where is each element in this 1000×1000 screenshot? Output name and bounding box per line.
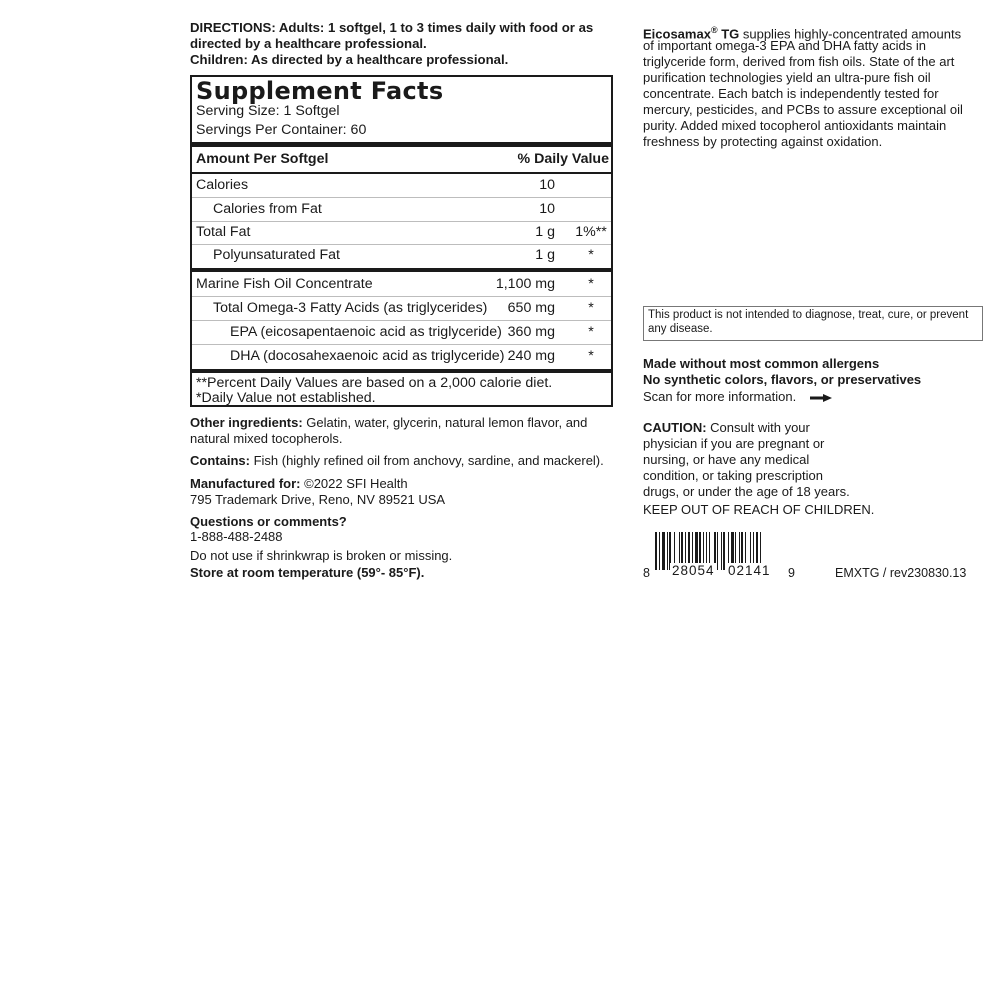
description-line: freshness by protecting against oxidation. [643,134,883,149]
nutrient-dv: * [588,247,594,263]
servings-per-container: Servings Per Container: 60 [196,122,367,138]
phone-number: 1-888-488-2488 [190,529,283,544]
nutrient-amount: 1 g [535,247,555,263]
contains-label: Contains: [190,453,250,468]
facts-row [230,321,611,343]
scan-text: Scan for more information. [643,389,797,404]
barcode-digit-left: 8 [643,566,650,580]
nutrient-dv: * [588,276,594,292]
thick-divider [192,142,611,147]
barcode-bar [659,532,660,570]
facts-row [196,221,611,243]
description-line: concentrate. Each batch is independently tested for [643,86,939,101]
facts-row [230,345,611,367]
fda-disclaimer-box [643,306,983,341]
directions-line: directed by a healthcare professional. [190,36,427,51]
caution-text: Consult with your [706,420,810,435]
nutrient-amount: 10 [539,201,555,217]
daily-value-header: % Daily Value [517,151,609,167]
manufacturer-name: ©2022 SFI Health [300,476,408,491]
facts-row [213,244,611,266]
barcode-bar [721,532,722,570]
description-line: triglyceride form, derived from fish oils. State of the art [643,54,955,69]
thick-divider [192,369,611,373]
registered-mark: ® [710,25,718,35]
nutrient-label: Total Fat [196,224,251,240]
product-code: EMXTG / rev230830.13 [835,566,967,580]
storage-instructions: Store at room temperature (59°- 85°F). [190,565,425,580]
nutrient-label: Calories from Fat [213,201,322,217]
nutrient-dv: * [588,348,594,364]
children-directions: Children: As directed by a healthcare professional. [190,52,509,67]
barcode-bar [717,532,718,570]
questions-label: Questions or comments? [190,514,347,529]
serving-size: Serving Size: 1 Softgel [196,103,340,119]
nutrient-dv: 1%** [575,224,607,240]
manufactured-for [190,476,408,492]
description-line: mercury, pesticides, and PCBs to assure exceptional oil [643,102,963,117]
contains-text: Fish (highly refined oil from anchovy, sardine, and mackerel). [249,453,604,468]
brand-suffix: TG [717,26,740,42]
supplement-facts-panel [190,75,613,407]
caution-line: physician if you are pregnant or [643,436,825,451]
caution-line: condition, or taking prescription [643,468,823,483]
nutrient-amount: 10 [539,177,555,193]
barcode-bar [667,532,668,570]
barcode-group-2: 02141 [728,563,771,578]
description-text: supplies highly-concentrated amounts [739,26,962,42]
disclaimer-line: This product is not intended to diagnose, treat, cure, or prevent [648,309,969,321]
scan-info [643,389,832,405]
barcode-bar [655,532,657,570]
brand-name: Eicosamax [643,26,711,42]
nutrient-dv: * [588,324,594,340]
caution-line [643,420,810,436]
manufactured-for-label: Manufactured for: [190,476,301,491]
facts-row [196,273,611,295]
nutrient-label: Total Omega-3 Fatty Acids (as triglycerides) [213,300,488,316]
supplement-facts-title: Supplement Facts [196,77,444,105]
caution-line: drugs, or under the age of 18 years. [643,484,850,499]
nutrient-amount: 360 mg [507,324,555,340]
description-line: of important omega-3 EPA and DHA fatty acids in [643,38,927,53]
arrow-right-icon [810,394,832,402]
other-ingredients [190,415,587,431]
other-ingredients-text: Gelatin, water, glycerin, natural lemon flavor, and [302,415,588,430]
contains-statement [190,453,604,469]
caution-line: nursing, or have any medical [643,452,810,467]
directions-block [190,20,610,68]
nutrient-label: EPA (eicosapentaenoic acid as triglyceride) [230,324,502,340]
nutrient-amount: 650 mg [507,300,555,316]
footnote-percent-dv: **Percent Daily Values are based on a 2,000 calorie diet. [196,375,553,391]
barcode-digit-right: 9 [788,566,795,580]
other-ingredients-cont: natural mixed tocopherols. [190,431,343,446]
amount-per-softgel-header: Amount Per Softgel [196,151,329,167]
facts-row [196,174,611,196]
shrinkwrap-warning: Do not use if shrinkwrap is broken or missing. [190,548,453,563]
nutrient-label: Polyunsaturated Fat [213,247,340,263]
footnote-dv-not-established: *Daily Value not established. [196,390,376,406]
nutrient-amount: 240 mg [507,348,555,364]
other-ingredients-label: Other ingredients: [190,415,303,430]
manufacturer-address: 795 Trademark Drive, Reno, NV 89521 USA [190,492,446,507]
barcode-group-1: 28054 [672,563,715,578]
facts-row [213,198,611,220]
nutrient-dv: * [588,300,594,316]
barcode-bar [662,532,665,570]
nutrient-label: DHA (docosahexaenoic acid as triglyceride) [230,348,505,364]
caution-label: CAUTION: [643,420,707,435]
description-line: purity. Added mixed tocopherol antioxidants maintain [643,118,947,133]
disclaimer-line: any disease. [648,323,713,335]
facts-header-row [196,148,611,170]
nutrient-label: Marine Fish Oil Concentrate [196,276,373,292]
allergen-statement: Made without most common allergens [643,356,880,371]
directions-line: DIRECTIONS: Adults: 1 softgel, 1 to 3 times daily with food or as [190,20,594,35]
facts-row [213,297,611,319]
nutrient-label: Calories [196,177,249,193]
nutrient-amount: 1,100 mg [495,276,555,292]
no-synthetic-statement: No synthetic colors, flavors, or preservatives [643,372,922,387]
nutrient-amount: 1 g [535,224,555,240]
thick-divider [192,268,611,272]
description-line: purification technologies yield an ultra-pure fish oil [643,70,931,85]
keep-out-of-reach: KEEP OUT OF REACH OF CHILDREN. [643,502,875,517]
